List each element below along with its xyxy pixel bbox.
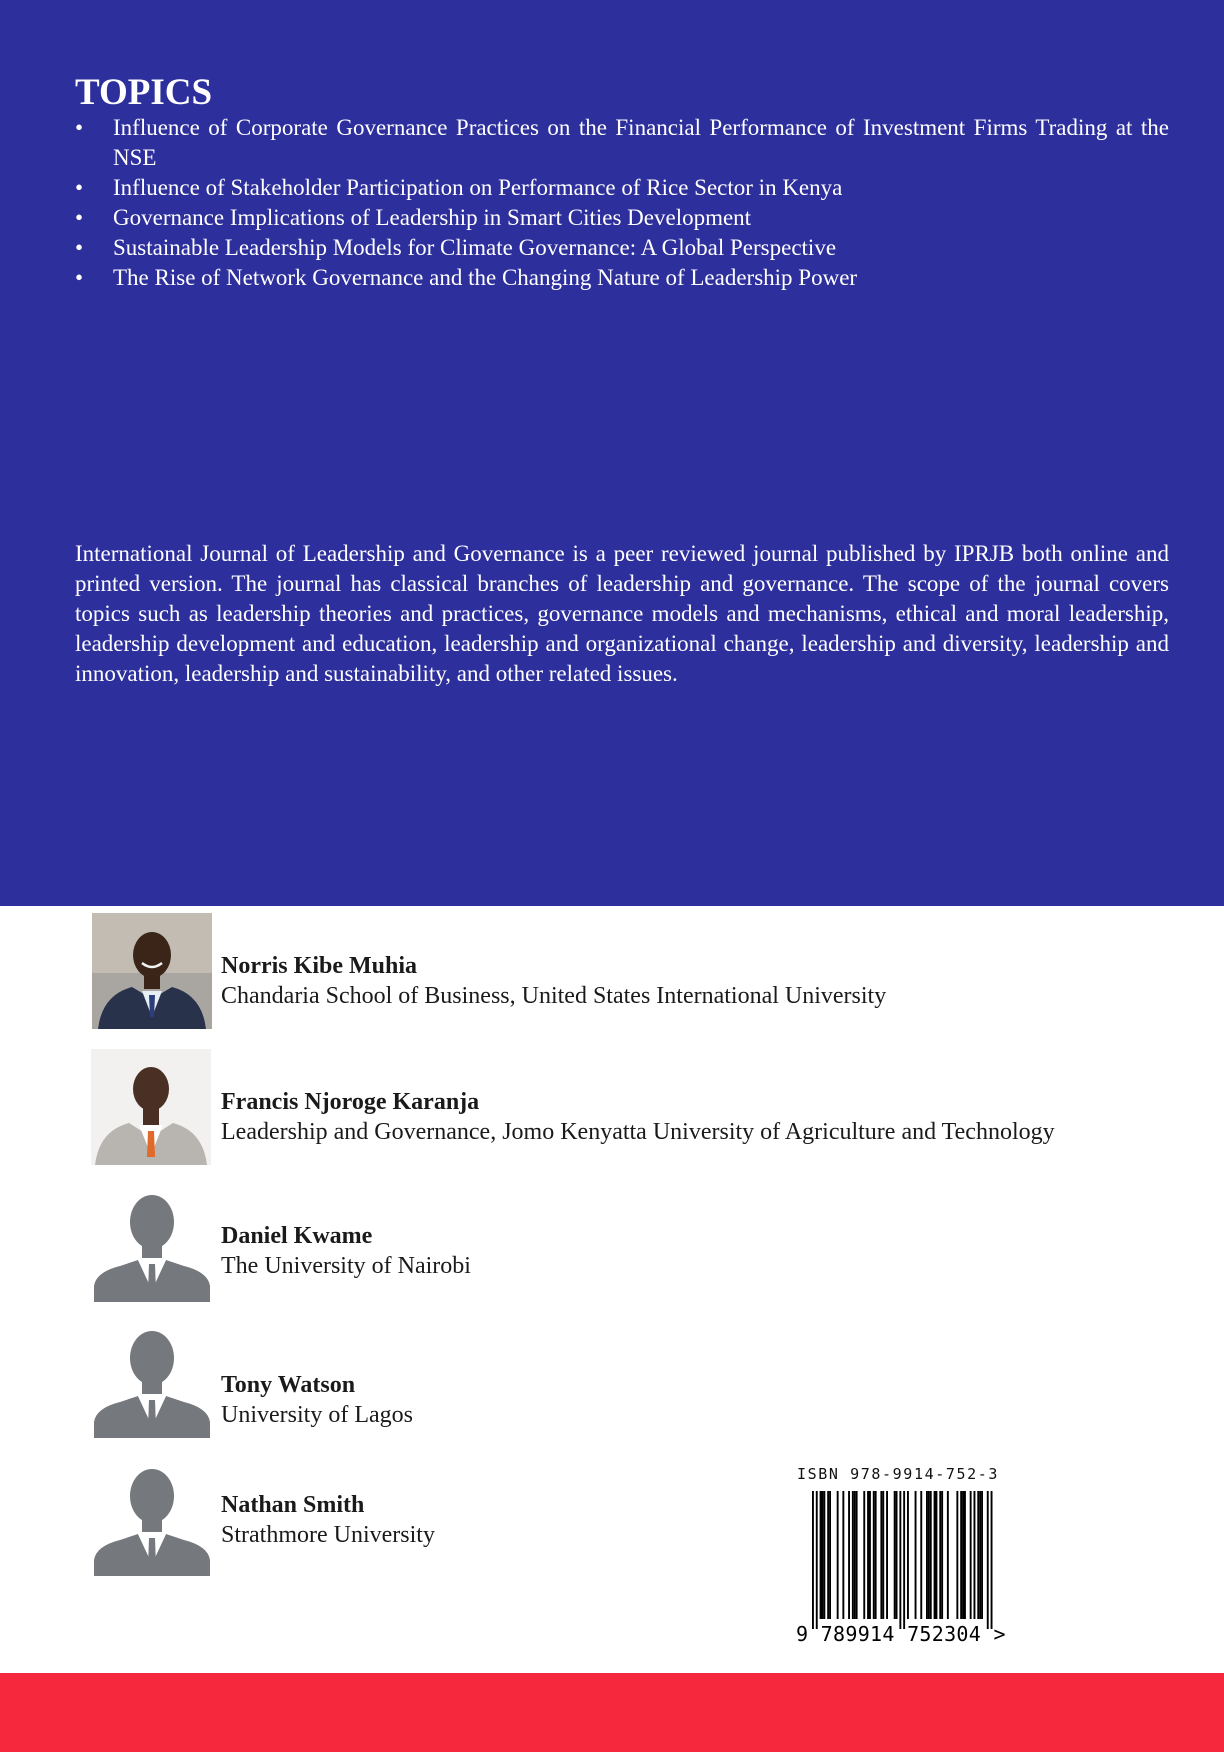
silhouette-icon bbox=[92, 1194, 212, 1302]
barcode-bar bbox=[964, 1491, 966, 1619]
barcode-bar bbox=[939, 1491, 941, 1619]
barcode-bar bbox=[896, 1491, 898, 1619]
barcode-bar bbox=[886, 1491, 888, 1619]
barcode-bar bbox=[934, 1491, 936, 1619]
topic-text: Governance Implications of Leadership in Smart Cities Development bbox=[113, 205, 752, 230]
barcode-bar bbox=[880, 1491, 882, 1619]
barcode-bar bbox=[823, 1491, 825, 1619]
barcode-bar bbox=[875, 1491, 877, 1619]
isbn-label: ISBN 978-9914-752-3 bbox=[797, 1465, 999, 1483]
bottom-color-band bbox=[0, 1673, 1224, 1752]
author-photo bbox=[92, 1194, 212, 1310]
barcode-bar bbox=[956, 1491, 958, 1619]
author-text bbox=[221, 1490, 435, 1550]
barcode-bar bbox=[926, 1491, 928, 1619]
author-text bbox=[221, 1370, 413, 1430]
journal-description: International Journal of Leadership and Governance is a peer reviewed journal published by IPRJB both online and printed version. The journal has classical branches of leadership and governance. The scope of the journal covers topics such as leadership theories and practices, governance models and mechanisms, ethical and moral leadership, leadership development and education, leadership and organizational change, leadership and diversity, leadership and innovation, leadership and sustainability, and other related issues. bbox=[75, 541, 1169, 686]
author-affiliation: Chandaria School of Business, United States International University bbox=[221, 983, 887, 1009]
silhouette-icon bbox=[92, 1330, 212, 1438]
barcode-bar bbox=[930, 1491, 932, 1619]
author-photo bbox=[92, 1330, 212, 1446]
barcode-bar bbox=[977, 1491, 979, 1619]
author-text bbox=[221, 1087, 1055, 1147]
barcode-bar bbox=[979, 1491, 981, 1619]
author-entry bbox=[92, 1194, 1092, 1311]
topic-item bbox=[75, 263, 1169, 293]
author-affiliation: Leadership and Governance, Jomo Kenyatta University of Agriculture and Technology bbox=[221, 1119, 1055, 1145]
topic-text: Sustainable Leadership Models for Climate Governance: A Global Perspective bbox=[113, 235, 837, 260]
barcode-bar bbox=[894, 1491, 896, 1619]
author-entry bbox=[92, 1330, 1092, 1447]
author-name: Norris Kibe Muhia bbox=[221, 953, 417, 979]
barcode-bar bbox=[816, 1491, 818, 1629]
barcode-bar bbox=[899, 1491, 901, 1629]
barcode-bar bbox=[987, 1491, 989, 1629]
topics-heading: TOPICS bbox=[75, 72, 213, 113]
author-affiliation: University of Lagos bbox=[221, 1402, 413, 1428]
author-name: Francis Njoroge Karanja bbox=[221, 1089, 480, 1115]
barcode-bar bbox=[867, 1491, 869, 1619]
barcode-bar bbox=[829, 1491, 831, 1619]
author-photo bbox=[92, 913, 212, 1029]
barcode-bar bbox=[962, 1491, 964, 1619]
author-photo bbox=[91, 1049, 211, 1165]
barcode-bar bbox=[941, 1491, 943, 1619]
barcode-bar bbox=[903, 1491, 905, 1629]
barcode-bar bbox=[936, 1491, 938, 1619]
barcode-bar bbox=[907, 1491, 909, 1619]
barcode-bar bbox=[822, 1491, 824, 1619]
topic-item bbox=[75, 113, 1169, 173]
author-photo bbox=[92, 1468, 212, 1584]
author-name: Daniel Kwame bbox=[221, 1223, 373, 1249]
bullet-icon: • bbox=[75, 265, 84, 290]
topic-item bbox=[75, 203, 1169, 233]
author-affiliation: The University of Nairobi bbox=[221, 1253, 471, 1279]
author-entry bbox=[92, 1049, 1092, 1166]
barcode-bar bbox=[827, 1491, 829, 1619]
barcode-bar bbox=[970, 1491, 972, 1619]
bullet-icon: • bbox=[75, 205, 84, 230]
bullet-icon: • bbox=[75, 175, 84, 200]
barcode-bar bbox=[928, 1491, 930, 1619]
barcode-bar bbox=[856, 1491, 858, 1619]
topic-text: The Rise of Network Governance and the Changing Nature of Leadership Power bbox=[113, 265, 858, 290]
barcode-bar bbox=[920, 1491, 922, 1619]
portrait-icon bbox=[91, 1049, 211, 1165]
barcode-bar bbox=[947, 1491, 949, 1619]
topics-list bbox=[75, 113, 1169, 293]
barcode-digits: 9 789914 752304 > bbox=[796, 1622, 1006, 1645]
bullet-icon: • bbox=[75, 115, 84, 140]
author-affiliation: Strathmore University bbox=[221, 1522, 435, 1548]
barcode-bar bbox=[960, 1491, 962, 1619]
author-name: Nathan Smith bbox=[221, 1492, 365, 1518]
barcode-bar bbox=[812, 1491, 814, 1629]
silhouette-icon bbox=[92, 1468, 212, 1576]
author-text bbox=[221, 951, 886, 1011]
barcode-bar bbox=[820, 1491, 822, 1619]
barcode-bar bbox=[837, 1491, 839, 1619]
bullet-icon: • bbox=[75, 235, 84, 260]
barcode-bar bbox=[882, 1491, 884, 1619]
barcode-bar bbox=[991, 1491, 993, 1629]
barcode-bar bbox=[981, 1491, 983, 1619]
topic-item bbox=[75, 233, 1169, 263]
topic-item bbox=[75, 173, 1169, 203]
isbn-barcode bbox=[794, 1465, 1024, 1645]
barcode-bar bbox=[854, 1491, 856, 1619]
barcode-bar bbox=[852, 1491, 854, 1619]
topic-text: Influence of Corporate Governance Practices on the Financial Performance of Investment Firms Trading at the NSE bbox=[113, 115, 1169, 170]
barcode-bar bbox=[974, 1491, 976, 1619]
barcode-icon bbox=[794, 1489, 1024, 1645]
barcode-bar bbox=[873, 1491, 875, 1619]
barcode-bar bbox=[842, 1491, 844, 1619]
barcode-bar bbox=[915, 1491, 917, 1619]
author-name: Tony Watson bbox=[221, 1372, 356, 1398]
portrait-icon bbox=[92, 913, 212, 1029]
author-entry bbox=[92, 913, 1092, 1030]
barcode-bar bbox=[848, 1491, 850, 1619]
topic-text: Influence of Stakeholder Participation on Performance of Rice Sector in Kenya bbox=[113, 175, 843, 200]
barcode-bar bbox=[869, 1491, 871, 1619]
author-text bbox=[221, 1221, 471, 1281]
barcode-bar bbox=[863, 1491, 865, 1619]
